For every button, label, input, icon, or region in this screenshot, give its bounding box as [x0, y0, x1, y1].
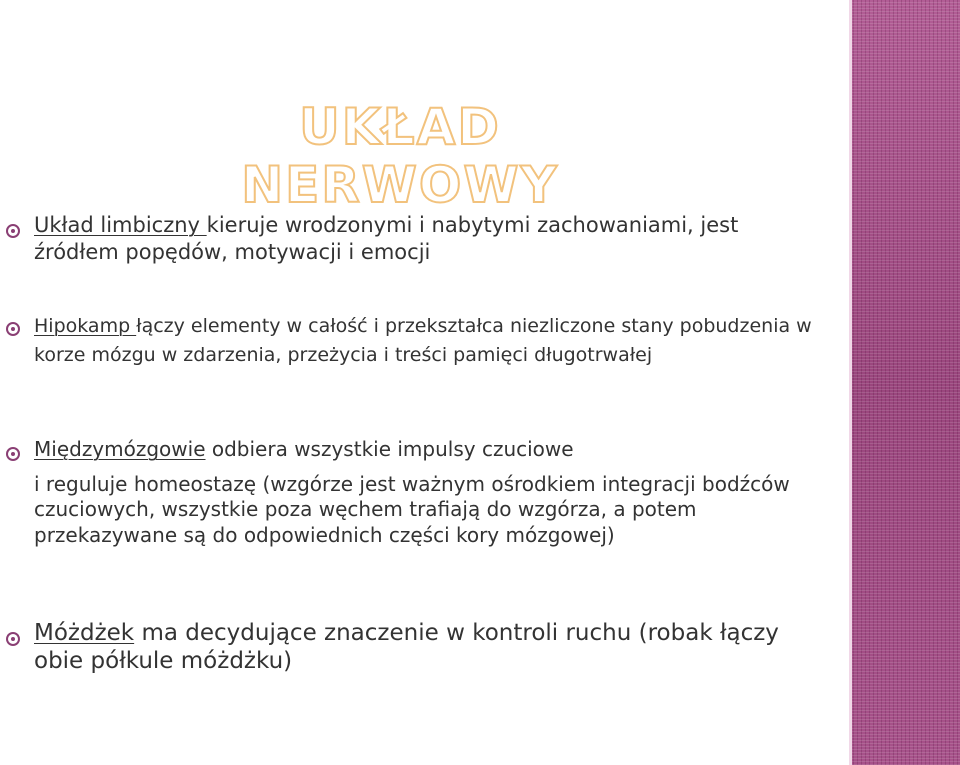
bullet-term-diencephalon: Międzymózgowie [34, 437, 206, 461]
bullet-text [34, 212, 814, 266]
bullet-term-cerebellum: Móżdżek [34, 620, 135, 646]
bullet-continuation: i reguluje homeostazę (wzgórze jest ważnym ośrodkiem integracji bodźców czuciowych, wszystkie poza węchem trafiają do wzgórza, a potem przekazywane są do odpowiednich części kory mózgowej) [34, 471, 790, 547]
bullet-description: kieruje wrodzonymi i nabytymi zachowaniami, jest źródłem popędów, motywacji i emocji [34, 213, 739, 264]
bullet-first-line [34, 437, 814, 463]
bullet-text [34, 437, 814, 548]
decorative-side-band [849, 0, 960, 765]
bullet-description: ma decydujące znaczenie w kontroli ruchu (robak łączy obie półkule móżdżku) [34, 620, 779, 674]
circle-bullet-icon [6, 224, 20, 238]
slide-title: UKŁAD NERWOWY [241, 98, 559, 214]
circle-bullet-icon [6, 447, 20, 461]
bullet-description: łączy elementy w całość i przekształca niezliczone stany pobudzenia w korze mózgu w zdarzenia, przeżycia i treści pamięci długotrwałej [34, 315, 812, 366]
bullet-text [34, 312, 814, 370]
circle-bullet-icon [6, 322, 20, 336]
bullet-term-hippocampus: Hipokamp [34, 315, 137, 337]
bullet-description: odbiera wszystkie impulsy czuciowe [205, 437, 574, 461]
circle-bullet-icon [6, 632, 20, 646]
bullet-term-limbic-system: Układ limbiczny [34, 213, 207, 237]
bullet-text [34, 619, 814, 675]
